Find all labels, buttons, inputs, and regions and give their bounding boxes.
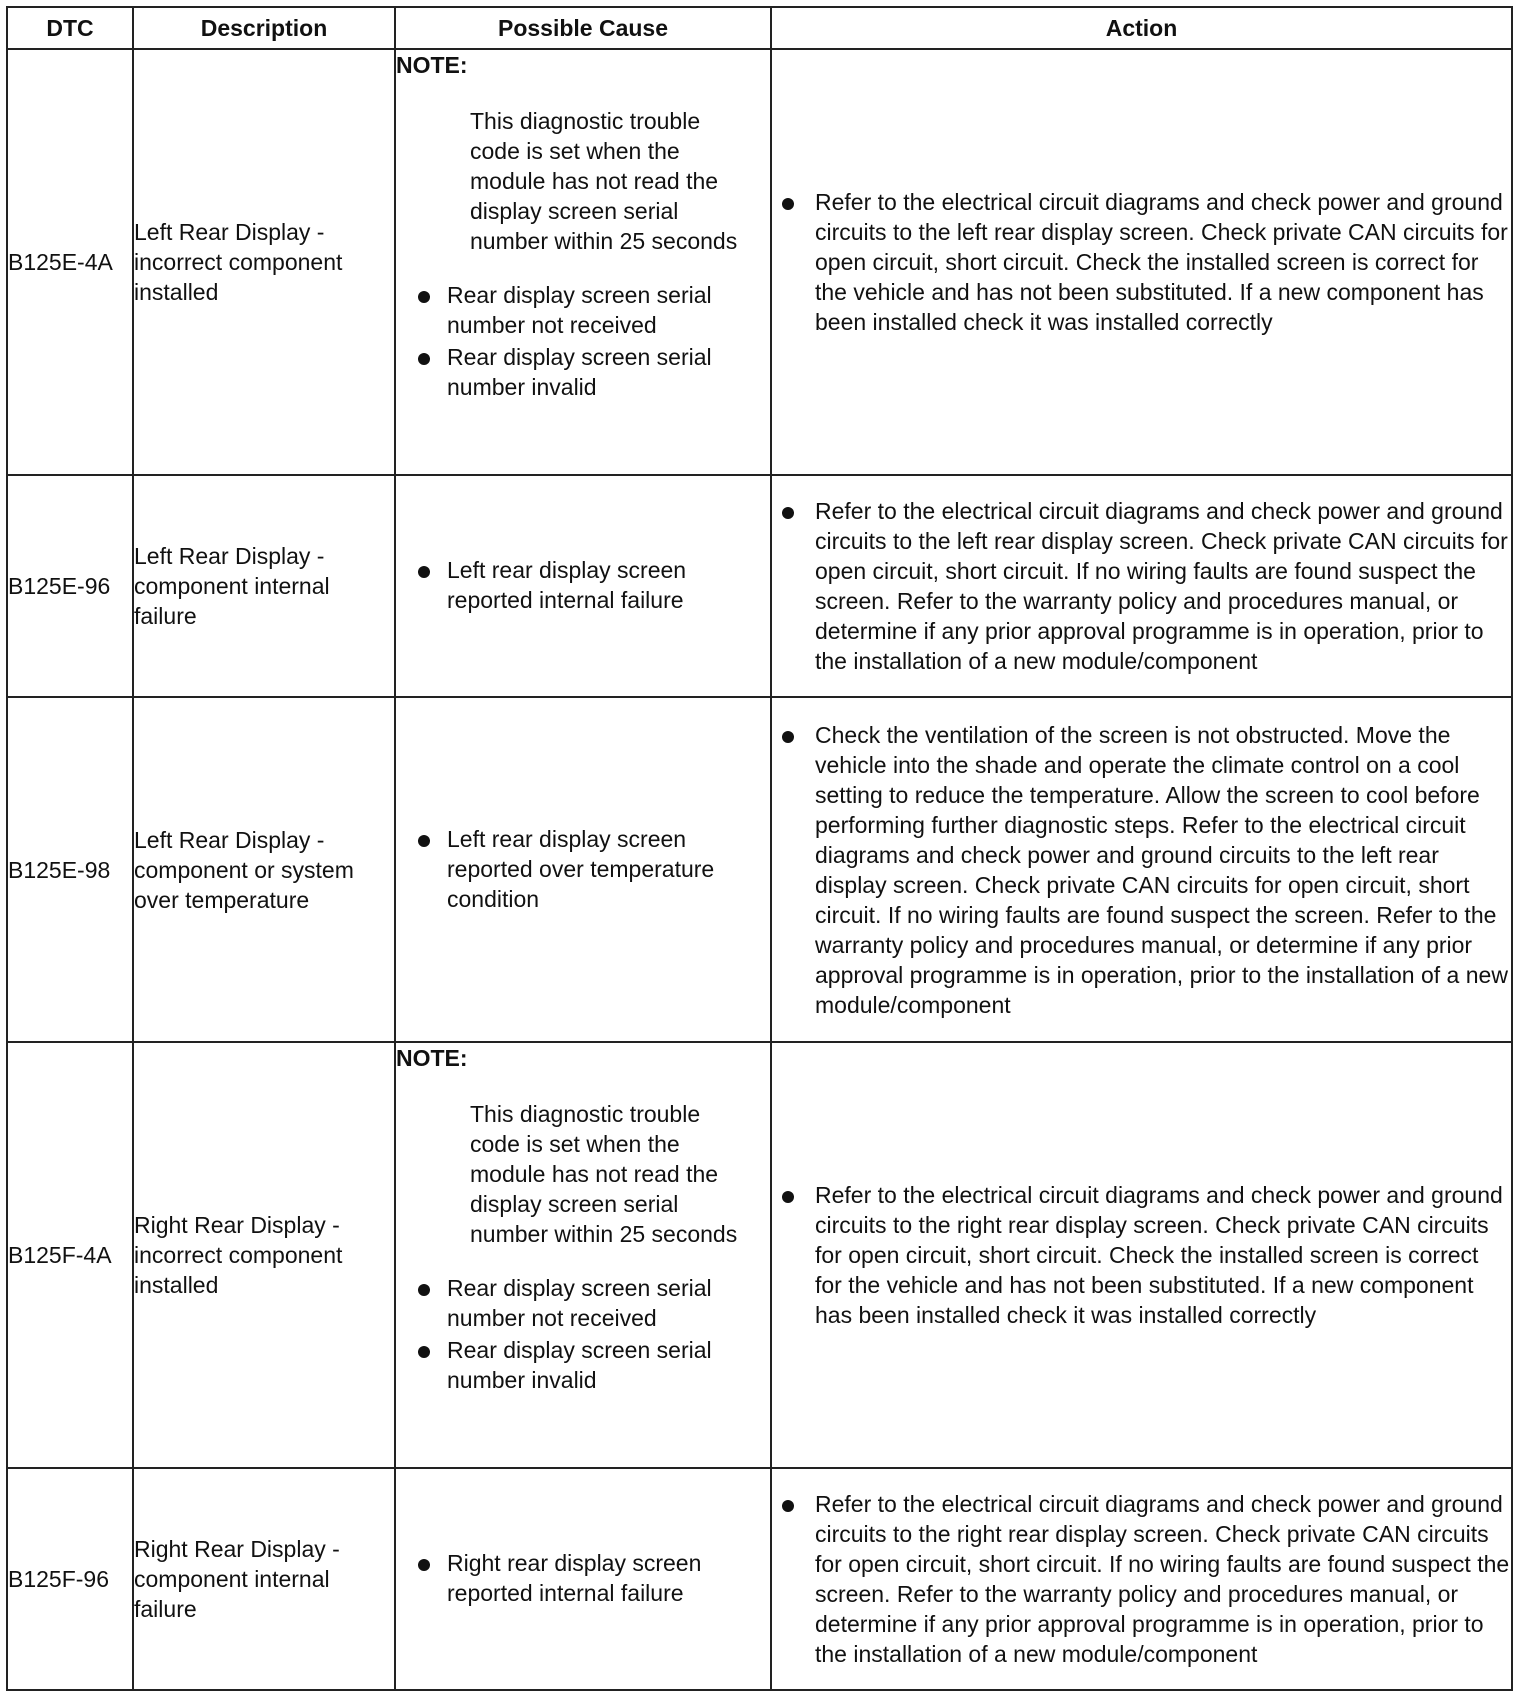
list-item <box>396 1335 770 1395</box>
dtc-description: Right Rear Display - incorrect component installed <box>133 1042 395 1468</box>
list-item <box>396 555 770 615</box>
cause-list <box>396 280 770 402</box>
action-cell <box>771 1468 1512 1690</box>
table-row <box>7 1042 1512 1468</box>
note-text: This diagnostic trouble code is set when the module has not read the display screen serial number within 25 seconds <box>470 108 738 254</box>
action-list <box>772 187 1511 337</box>
dtc-code: B125E-96 <box>7 475 133 697</box>
action-list <box>772 496 1511 676</box>
list-item <box>396 280 770 340</box>
header-dtc: DTC <box>7 7 133 49</box>
action-text: Check the ventilation of the screen is not obstructed. Move the vehicle into the shade and operate the climate control on a cool setting to reduce the temperature. Allow the screen to cool before performing further diagnostic steps. Refer to the electrical circuit diagrams and check power and ground circuits to the left rear display screen. Check private CAN circuits for open circuit, short circuit. If no wiring faults are found suspect the screen. Refer to the warranty policy and procedures manual, or determine if any prior approval programme is in operation, prior to the installation of a new module/component <box>815 721 1508 1018</box>
dtc-code: B125E-4A <box>7 49 133 475</box>
cause-text: Right rear display screen reported internal failure <box>447 1550 702 1606</box>
cause-text: Rear display screen serial number not received <box>447 282 712 338</box>
cause-list <box>396 1548 770 1608</box>
bullet-icon <box>782 1500 794 1512</box>
header-possible-cause: Possible Cause <box>395 7 771 49</box>
possible-cause-cell <box>395 697 771 1042</box>
list-item <box>772 496 1511 676</box>
possible-cause-cell <box>395 1042 771 1468</box>
bullet-icon <box>418 566 430 578</box>
action-list <box>772 720 1511 1020</box>
action-cell <box>771 475 1512 697</box>
dtc-table <box>6 6 1513 1691</box>
list-item <box>772 720 1511 1020</box>
bullet-icon <box>782 1191 794 1203</box>
dtc-description: Right Rear Display - component internal failure <box>133 1468 395 1690</box>
header-description: Description <box>133 7 395 49</box>
note-text: This diagnostic trouble code is set when the module has not read the display screen serial number within 25 seconds <box>470 1101 738 1247</box>
table-row <box>7 49 1512 475</box>
cause-text: Rear display screen serial number not received <box>447 1275 712 1331</box>
action-text: Refer to the electrical circuit diagrams and check power and ground circuits to the left rear display screen. Check private CAN circuits for open circuit, short circuit. If no wiring faults are found suspect the screen. Refer to the warranty policy and procedures manual, or determine if any prior approval programme is in operation, prior to the installation of a new module/component <box>815 498 1508 674</box>
dtc-code: B125F-96 <box>7 1468 133 1690</box>
bullet-icon <box>782 198 794 210</box>
bullet-icon <box>418 1559 430 1571</box>
action-list <box>772 1489 1511 1669</box>
action-text: Refer to the electrical circuit diagrams and check power and ground circuits to the right rear display screen. Check private CAN circuits for open circuit, short circuit. Check the installed screen is correct for the vehicle and has not been substituted. If a new component has been installed check it was installed correctly <box>815 1182 1503 1328</box>
dtc-description: Left Rear Display - component or system over temperature <box>133 697 395 1042</box>
list-item <box>772 187 1511 337</box>
dtc-description: Left Rear Display - component internal failure <box>133 475 395 697</box>
cause-text: Rear display screen serial number invalid <box>447 344 712 400</box>
table-row <box>7 697 1512 1042</box>
header-action: Action <box>771 7 1512 49</box>
table-row <box>7 1468 1512 1690</box>
bullet-icon <box>782 731 794 743</box>
bullet-icon <box>418 1284 430 1296</box>
action-cell <box>771 49 1512 475</box>
note-label: NOTE: <box>396 52 468 78</box>
cause-list <box>396 555 770 615</box>
list-item <box>772 1489 1511 1669</box>
possible-cause-cell <box>395 1468 771 1690</box>
list-item <box>396 824 770 914</box>
dtc-code: B125F-4A <box>7 1042 133 1468</box>
bullet-icon <box>418 353 430 365</box>
bullet-icon <box>782 507 794 519</box>
list-item <box>396 342 770 402</box>
cause-text: Left rear display screen reported internal failure <box>447 557 687 613</box>
list-item <box>396 1548 770 1608</box>
dtc-description: Left Rear Display - incorrect component installed <box>133 49 395 475</box>
dtc-code: B125E-98 <box>7 697 133 1042</box>
action-cell <box>771 697 1512 1042</box>
list-item <box>772 1180 1511 1330</box>
action-list <box>772 1180 1511 1330</box>
possible-cause-cell <box>395 475 771 697</box>
bullet-icon <box>418 1346 430 1358</box>
cause-text: Left rear display screen reported over temperature condition <box>447 825 715 912</box>
action-cell <box>771 1042 1512 1468</box>
possible-cause-cell <box>395 49 771 475</box>
list-item <box>396 1273 770 1333</box>
action-text: Refer to the electrical circuit diagrams and check power and ground circuits to the left rear display screen. Check private CAN circuits for open circuit, short circuit. Check the installed screen is correct for the vehicle and has not been substituted. If a new component has been installed check it was installed correctly <box>815 189 1508 335</box>
note-label: NOTE: <box>396 1045 468 1071</box>
cause-list <box>396 824 770 914</box>
cause-text: Rear display screen serial number invalid <box>447 1337 712 1393</box>
table-header-row <box>7 7 1512 49</box>
table-row <box>7 475 1512 697</box>
bullet-icon <box>418 291 430 303</box>
action-text: Refer to the electrical circuit diagrams and check power and ground circuits to the right rear display screen. Check private CAN circuits for open circuit, short circuit. If no wiring faults are found suspect the screen. Refer to the warranty policy and procedures manual, or determine if any prior approval programme is in operation, prior to the installation of a new module/component <box>815 1491 1510 1667</box>
cause-list <box>396 1273 770 1395</box>
bullet-icon <box>418 835 430 847</box>
